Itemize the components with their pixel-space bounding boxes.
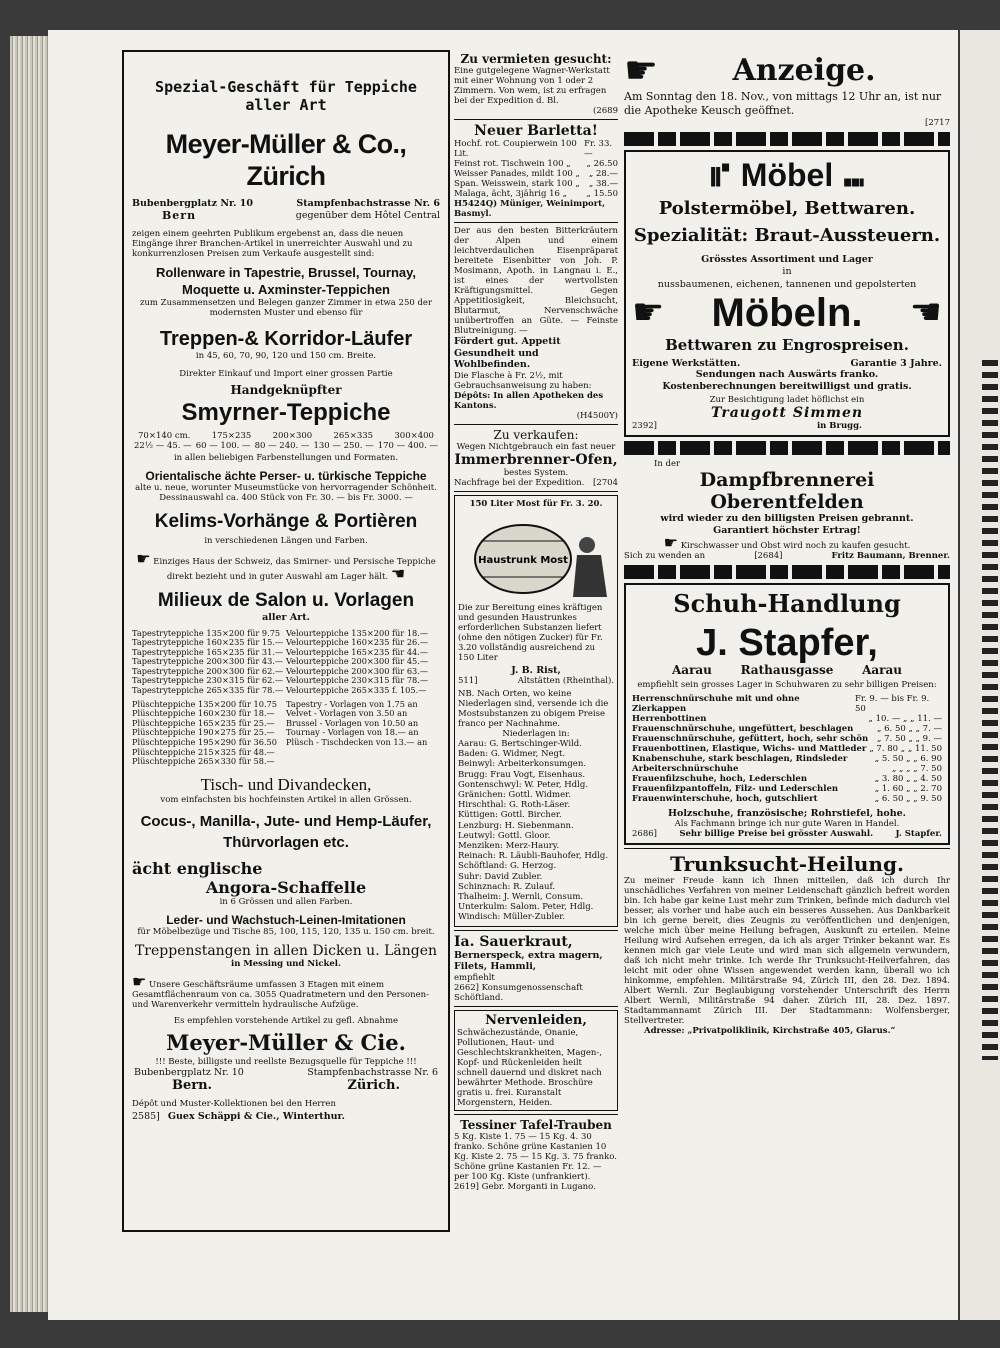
table-cell: Plüschteppiche 135×200 für 10.75 [132, 698, 277, 709]
address-row [132, 198, 440, 221]
tessiner-num: 2619] [454, 1181, 479, 1192]
orte-list [458, 739, 614, 923]
einziges: Einziges Haus der Schweiz, das Smirner- und Persische Teppiche direkt bezieht und in guter Auswahl am Lager hält. [153, 557, 436, 582]
wine-name: Feinst rot. Tischwein 100 „ [454, 159, 571, 169]
rathaus: Rathausgasse [740, 663, 834, 677]
list-item [454, 139, 618, 159]
bitter-gesund: Fördert gut. Appetit Gesundheit und Wohlbefinden. [454, 336, 561, 370]
addr-left-city: Bern [162, 208, 197, 222]
list-item: Unterkulm: Salom. Peter, Hdlg. [458, 902, 594, 913]
table-cell: Tapestry - Vorlagen von 1.75 an [286, 698, 418, 709]
schuh-price-list [632, 694, 942, 804]
anzeige-num: [2717 [925, 118, 950, 128]
list-item: Lenzburg: H. Siebenmann. [458, 820, 574, 831]
list-item: Windisch: Müller-Zubler. [458, 912, 566, 923]
table-cell: Tapestryteppiche 200×300 für 43.— [132, 656, 284, 667]
moebeln: Möbeln. [711, 290, 863, 335]
wine-name: Hochf. rot. Coupierwein 100 Lit. [454, 139, 577, 159]
anzeige-text: Am Sonntag den 18. Nov., von mittags 12 Uhr an, ist nur die Apotheke Keusch geöffnet. [624, 90, 942, 117]
shoe-name: Herrenbottinen [632, 713, 707, 724]
shoe-price: „ 6. 50 „ „ 7. — [877, 723, 942, 734]
wine-price: „ 28.— [588, 169, 618, 179]
shoe-price: „ 7. 80 „ „ 11. 50 [869, 743, 942, 754]
price-4: 130 — 250. — [313, 441, 374, 451]
tessiner-foot-row [454, 1182, 618, 1192]
wine-price: Fr. 33.— [584, 139, 613, 159]
spezial: Spezialität: Braut-Aussteuern. [633, 225, 941, 246]
wine-name: Malaga, ächt, 3jährig 16 „ [454, 189, 568, 199]
table-cell: Tournay - Vorlagen von 18.— an [286, 727, 419, 738]
dampf-num: [2684] [754, 551, 783, 561]
sauer-text: Bernerspeck, extra magern, Filets, Hammli, [454, 949, 603, 973]
list-item [632, 764, 942, 774]
list-item: Hirschthal: G. Roth-Läser. [458, 800, 571, 811]
city2-left: Bern. [172, 1078, 213, 1094]
sauer-title: Ia. Sauerkraut, [454, 933, 573, 950]
raeume: Unsere Geschäftsräume umfassen 3 Etagen mit einem Gesamtflächenraum von ca. 3055 Quadratmetern und den Personen- und Warenverkehr vermitteln hydraulische Aufzüge. [132, 979, 430, 1010]
addr-left: Bubenbergplatz Nr. 10 [132, 198, 254, 209]
holz: Holzschuhe, französische; Rohrstiefel, hohe. [668, 807, 906, 819]
schuh-foot-row [632, 829, 942, 839]
table-cell: Plüschteppiche 160×230 für 18.— [132, 708, 275, 719]
heading: Spezial-Geschäft für Teppiche aller Art [155, 78, 417, 114]
schuh-text: empfiehlt sein grosses Lager in Schuhwaren zu sehr billigen Preisen: [637, 679, 937, 690]
in-text: in [782, 265, 792, 277]
shoe-name: Frauenwinterschuhe, hoch, gutschliert [632, 793, 818, 804]
tessiner-foot: Gebr. Morganti in Lugano. [481, 1181, 596, 1192]
shoe-price: „ 1. 60 „ „ 2. 70 [874, 783, 942, 794]
list-item [632, 794, 942, 804]
list-item: Küttigen: Gottl. Bircher. [458, 810, 562, 821]
size-1: 70×140 cm. [138, 431, 191, 441]
city2-right: Zürich. [347, 1078, 400, 1094]
pointing-hand-left-icon-2: ☚ [909, 292, 942, 333]
list-item [632, 714, 942, 724]
table-cell: Velourteppiche 265×335 f. 105.— [286, 685, 427, 696]
smyrner-heading: Smyrner-Teppiche [181, 399, 391, 426]
vermieten-num: (2689 [593, 106, 618, 116]
list-item: Schöftland: G. Herzog. [458, 861, 557, 872]
aarau-row [632, 665, 942, 677]
sauer-foot: Konsumgenossenschaft Schöftland. [454, 982, 583, 1003]
list-item [632, 734, 942, 744]
price-3: 80 — 240. — [254, 441, 310, 451]
list-item [454, 159, 618, 169]
border-ornament [982, 360, 998, 1060]
most-ad [454, 495, 618, 927]
teppich-table-2 [132, 700, 440, 767]
nerven-ad [454, 1010, 618, 1111]
wine-name: Span. Weisswein, stark 100 „ [454, 179, 580, 189]
stangen-heading: Treppenstangen in allen Dicken u. Längen [134, 942, 438, 959]
size-5: 300×400 [394, 431, 434, 441]
table-cell: Plüschteppiche 265×330 für 58.— [132, 756, 275, 767]
tessiner-title: Tessiner Tafel-Trauben [460, 1117, 612, 1132]
kirsch-row [624, 533, 950, 552]
shoe-name: Frauenschnürschuhe, gefüttert, hoch, sehr schön [632, 733, 869, 744]
sich: Sich zu wenden an [624, 551, 706, 561]
price-row [132, 441, 440, 451]
table-cell: Plüschteppiche 190×275 für 25.— [132, 727, 275, 738]
bitter-depots: Dépôts: In allen Apotheken des Kantons. [454, 390, 604, 411]
table-cell: Velourteppiche 165×235 für 44.— [286, 646, 429, 657]
verkaufen-title: Zu verkaufen: [493, 427, 579, 442]
ofen-num: [2704 [593, 477, 618, 488]
shoe-name: Knabenschuhe, stark beschlagen, Rindsleder [632, 753, 848, 764]
anzeige-heading-row [624, 50, 950, 90]
moebeln-row [632, 291, 942, 336]
list-item [454, 189, 618, 199]
tisch-heading: Tisch- und Divandecken, [200, 774, 372, 794]
bitter-price: Die Flasche à Fr. 2½, mit Gebrauchsanweisung zu haben: [454, 370, 592, 391]
verkaufen-sub: Wegen Nichtgebrauch ein fast neuer [456, 441, 616, 452]
billig: Sehr billige Preise bei grösster Auswahl. [679, 829, 874, 839]
price-1: 22½ — 45. — [134, 441, 192, 451]
size-row [132, 431, 440, 441]
anzeige-title: Anzeige. [732, 52, 876, 88]
tisch-sub: vom einfachsten bis hochfeinsten Artikel in allen Grössen. [160, 794, 412, 805]
list-item [632, 744, 942, 754]
raeume-text [132, 971, 440, 1010]
treppen-heading: Treppen-& Korridor-Läufer [159, 328, 413, 350]
dessin-text: Dessinauswahl ca. 400 Stück von Fr. 30. — bis Fr. 3000. — [159, 493, 413, 503]
moebel-ad [624, 150, 950, 437]
table-cell: Plüschteppiche 215×325 für 48.— [132, 746, 275, 757]
trunk-title: Trunksucht-Heilung. [670, 852, 904, 876]
shoe-name: Herrenschnürschuhe mit und ohne Zierkappen [632, 693, 800, 714]
sofa-icon: ⑉ [844, 156, 864, 194]
dampf-title: Dampfbrennerei Oberentfelden [699, 469, 875, 513]
barletta-foot: H5424Q) Müniger, Weinimport, Basmyl. [454, 199, 606, 219]
middle-column [452, 50, 620, 1240]
size-4: 265×335 [333, 431, 374, 441]
chair-icon: ⑈ [710, 156, 730, 194]
addr2-right: Stampfenbachstrasse Nr. 6 [307, 1066, 438, 1078]
direkt-text: Direkter Einkauf und Import einer grossen Partie [179, 369, 393, 379]
guex-row [132, 1111, 440, 1123]
list-item [632, 784, 942, 794]
right-column [622, 50, 952, 1240]
shoe-name: Arbeiterschnürschuhe [632, 763, 739, 774]
list-item: Gränichen: Gottl. Widmer. [458, 790, 571, 801]
baumann-row [624, 551, 950, 561]
list-item [632, 694, 942, 714]
list-item: Brugg: Frau Vogt, Eisenhaus. [458, 769, 586, 780]
pointing-hand-icon-3: ☛ [624, 50, 659, 92]
aecht-heading: ächt englische [132, 858, 263, 878]
orient-heading: Orientalische ächte Perser- u. türkische Teppiche [145, 469, 427, 483]
most-title: 150 Liter Most für Fr. 3. 20. [469, 498, 603, 509]
kelims-sub: in verschiedenen Längen und Farben. [204, 536, 368, 546]
table-cell: Velvet - Vorlagen von 3.50 an [286, 708, 408, 719]
besichtigung: Zur Besichtigung ladet höflichst ein [709, 395, 865, 405]
addr-right-sub: gegenüber dem Hôtel Central [295, 209, 440, 221]
table-cell: Tapestryteppiche 230×315 für 62.— [132, 675, 284, 686]
empfehlen-text: Es empfehlen vorstehende Artikel zu gefl. Abnahme [173, 1015, 399, 1026]
nerven-title: Nervenleiden, [485, 1012, 587, 1028]
vermieten-title: Zu vermieten gesucht: [460, 52, 612, 66]
pointing-hand-icon-5: ☛ [663, 533, 678, 552]
trunk-adresse: Adresse: „Privatpoliklinik, Kirchstraße 405, Glarus.“ [644, 1026, 896, 1036]
shoe-name: Frauenfilzschuhe, hoch, Lederschlen [632, 773, 807, 784]
dampf-gar: Garantiert höchster Ertrag! [713, 524, 861, 536]
shoe-price: „ „ „ „ 7. 50 [891, 763, 942, 774]
pointing-hand-icon-2: ☛ [132, 971, 147, 991]
table-cell: Plüschteppiche 165×235 für 25.— [132, 717, 275, 728]
vermieten-text: Eine gutgelegene Wagner-Werkstatt mit einer Wohnung von 1 oder 2 Zimmern. Von wem, ist zu erfragen bei der Expedition d. Bl. [454, 66, 610, 106]
moebel-title [632, 156, 942, 194]
kirsch: Kirschwasser und Obst wird noch zu kaufen gesucht. [680, 541, 911, 551]
price-5: 170 — 400. — [377, 441, 438, 451]
treppen-sub: in 45, 60, 70, 90, 120 und 150 cm. Breite. [195, 351, 377, 361]
ofen-foot: Nachfrage bei der Expedition. [454, 477, 585, 488]
milieux-sub: aller Art. [262, 612, 310, 623]
schuh-sig: J. Stapfer. [895, 829, 942, 839]
leder-sub: für Möbelbezüge und Tische 85, 100, 115, 120, 135 u. 150 cm. breit. [137, 926, 435, 937]
nb-text: NB. Nach Orten, wo keine Niederlagen sind, versende ich die Mostsubstanzen zu obigem Preise franco per Nachnahme. [458, 689, 609, 729]
stapfer-name: J. Stapfer, [696, 622, 878, 664]
groesstes: Grösstes Assortiment und Lager [701, 254, 873, 265]
decorative-bar-2 [624, 441, 950, 455]
fachmann: Als Fachmann bringe ich nur gute Waren in Handel. [674, 819, 900, 829]
table-cell: Plüschteppiche 195×290 für 36.50 [132, 737, 277, 748]
depot-text: Dépôt und Muster-Kollektionen bei den Herren [132, 1099, 336, 1110]
list-item: Beinwyl: Arbeiterkonsumgen. [458, 759, 587, 770]
table-cell: Plüsch - Tischdecken von 13.— an [286, 737, 428, 748]
most-text: Die zur Bereitung eines kräftigen und gesunden Haustrunkes erforderlichen Substanzen liefert (ohne den nötigen Zucker) für Fr. 3.20 vollständig ausreichend zu 150 Liter [458, 602, 603, 663]
baumann: Fritz Baumann, Brenner. [831, 551, 950, 561]
addr-right: Stampfenbachstrasse Nr. 6 [296, 198, 440, 209]
list-item [632, 724, 942, 734]
list-item: Baden: G. Widmer, Negt. [458, 749, 566, 760]
sauer-foot-row [454, 983, 618, 1003]
table-cell: Velourteppiche 160×235 für 26.— [286, 637, 429, 648]
list-item [454, 179, 618, 189]
address-row-2 [132, 1067, 440, 1079]
table-cell: Tapestryteppiche 165×235 für 31.— [132, 646, 284, 657]
wine-name: Weisser Panades, mildt 100 „ [454, 169, 580, 179]
angora-sub: in 6 Grössen und allen Farben. [219, 896, 353, 907]
eigene-row [632, 358, 942, 370]
list-item [454, 169, 618, 179]
table-cell: Velourteppiche 200×300 für 45.— [286, 656, 429, 667]
teppich-table-1 [132, 629, 440, 696]
nussbaum: nussbaumenen, eichenen, tannenen und gepolsterten [657, 279, 917, 290]
list-item [632, 754, 942, 764]
sendungen: Sendungen nach Auswärts franko. [695, 369, 879, 380]
wine-price: „ 15.50 [586, 189, 618, 199]
rist-city: Altstätten (Rheinthal). [517, 676, 614, 686]
table-cell: Tapestryteppiche 265×335 für 78.— [132, 685, 284, 696]
trunk-text: Zu meiner Freude kann ich Ihnen mitteilen, daß ich durch Ihr unschädliches Verfahren von meiner Leidenschaft gänzlich befreit worden bin. Ich habe gar keine Lust mehr zum Trinken, befinde mich dadurch viel besser, als vorher und habe auch ein besseres Aussehen. Aus Dankbarkeit bin ich gerne bereit, dies Zeugnis zu veröffentlichen und denjenigen, welche mich über meine Heilung befragen, Auskunft zu erteilen. Meine Heilung wird Aufsehen erregen, da ich als arger Trinker bekannt war. Es kennen mich gar viele Leute und wird man sich allgemein verwundern, daß ich nicht mehr trinke. Ich werde Ihr Trunksucht-Heilverfahren, das leicht mit oder ohne Wissen angewendet werden kann, überall wo ich hinkomme, empfehlen. Militärstraße 94, Zürich III, den 28. Dez. 1894. Albert Wernli. Zur Beglaubigung vorstehender Unterschrift des Herrn Albert Wernli, Militärstraße 94 daher. Zürich III, 28. Dez. 1897. Stadtammannamt Zürich III. Der Stadtammann: Wolfensberger, Stellvertreter. [624, 876, 950, 1026]
simmen: Traugott Simmen [710, 405, 864, 421]
nieder-heading: Niederlagen in: [502, 729, 570, 739]
farben-text: in allen beliebigen Farbenstellungen und Formaten. [173, 453, 399, 463]
ad-number: 2585] [132, 1111, 160, 1123]
list-item: Gontenschwyl: W. Peter, Hdlg. [458, 779, 588, 790]
size-3: 200×300 [272, 431, 313, 441]
schuh-title: Schuh-Handlung [673, 589, 901, 618]
orient-sub: alte u. neue, worunter Museumstücke von hervorragender Schönheit. [135, 483, 437, 493]
rist: J. B. Rist, [511, 664, 561, 676]
aarau-2: Aarau [862, 663, 902, 677]
table-cell: Tapestryteppiche 135×200 für 9.75 [132, 627, 281, 638]
rollenware-sub: zum Zusammensetzen und Belegen ganzer Zimmer in etwa 250 der modernsten Muster und ebenso für [139, 298, 433, 318]
nerven-text: Schwächezustände, Onanie, Pollutionen, Haut- und Geschlechtskrankheiten, Magen-, Kopf- und Rückenleiden heilt schnell dauernd und diskret nach bewährter Methode. Broschüre gratis u. frei. Kuranstalt Morgenstern, Heiden. [457, 1027, 602, 1108]
shoe-name: Frauenschnürschuhe, ungefüttert, beschlagen [632, 723, 854, 734]
list-item: Schinznach: R. Zulauf. [458, 881, 556, 892]
aarau-1: Aarau [672, 663, 712, 677]
table-cell: Tapestryteppiche 200×300 für 62.— [132, 665, 284, 676]
kosten: Kostenberechnungen bereitwilligst und gratis. [662, 380, 912, 392]
table-cell [286, 757, 440, 767]
moebel: Möbel [740, 157, 834, 193]
simmen-num: 2392] [632, 421, 657, 431]
barletta-list [454, 139, 618, 199]
barletta-title: Neuer Barletta! [474, 123, 598, 139]
pointing-hand-icon-4: ☛ [632, 292, 665, 333]
brugg: in Brugg. [816, 421, 862, 431]
shoe-price: „ 3. 80 „ „ 4. 50 [874, 773, 942, 784]
rist-num: 511] [458, 676, 478, 686]
polster: Polstermöbel, Bettwaren. [658, 198, 916, 219]
bitter-text: Der aus den besten Bitterkräutern der Alpen und einem leichtverdaulichen Eisenpräparat bereitete Eisenbitter von Joh. P. Mosimann, Apoth. in Langnau i. E., ist eines der wertvollsten Kräftigungsmittel. Gegen Appetitlosigkeit, Bleichsucht, Blutarmut, Nervenschwäche unübertroffen an Güte. — Feinste Blutreinigung. — [454, 226, 618, 336]
angora-heading: Angora-Schaffelle [205, 877, 367, 897]
list-item [632, 774, 942, 784]
tessiner-text: 5 Kg. Kiste 1. 75 — 15 Kg. 4. 30 franko. Schöne grüne Kastanien 10 Kg. Kiste 2. 75 — 15 Kg. 3. 75 franko. Schöne grüne Kastanien Fr. 12. — per 100 Kg. Kiste (unfrankiert). [454, 1131, 617, 1182]
firm-name-2: Meyer-Müller & Cie. [166, 1029, 406, 1055]
schuh-num: 2686] [632, 829, 657, 839]
firm-name: Meyer-Müller & Co., Zürich [165, 129, 407, 191]
stapfer-ad [624, 583, 950, 845]
in-der: In der [654, 459, 681, 469]
shoe-price: Fr. 9. — bis Fr. 9. 50 [854, 693, 930, 714]
list-item: Suhr: David Zubler. [458, 871, 543, 882]
einziges-text [132, 549, 440, 583]
ofen-foot-row [454, 478, 618, 488]
meyer-mueller-ad [122, 50, 450, 1232]
table-cell: Brussel - Vorlagen von 10.50 an [286, 717, 419, 728]
barrel-illustration [461, 511, 611, 601]
cocus-heading: Cocus-, Manilla-, Jute- und Hemp-Läufer, Thürvorlagen etc. [140, 812, 432, 851]
shoe-price: „ 6. 50 „ „ 9. 50 [874, 793, 942, 804]
shoe-name: Frauenbottinen, Elastique, Wichs- und Mattleder [632, 743, 867, 754]
eigene: Eigene Werkstätten. [632, 357, 741, 369]
table-cell [286, 748, 440, 758]
garantie: Garantie 3 Jahre. [850, 357, 942, 369]
shoe-price: „ 7. 50 „ „ 9. — [877, 733, 942, 744]
list-item: Reinach: R. Läubli-Bauhofer, Hdlg. [458, 851, 609, 862]
wine-price: „ 38.— [588, 179, 618, 189]
intro-text: zeigen einem geehrten Publikum ergebenst an, dass die neuen Eingänge ihrer Branchen-Artikel in unerreichter Auswahl und zu konkurrenzlosen Preisen zum Verkaufe ausgestellt sind: [132, 229, 413, 259]
table-cell: Velourteppiche 200×300 für 63.— [286, 665, 429, 676]
table-cell: Velourteppiche 230×315 für 78.— [286, 675, 429, 686]
decorative-bar-1 [624, 132, 950, 146]
pointing-hand-icon: ☛ [136, 549, 151, 568]
rist-row [458, 676, 614, 686]
price-2: 60 — 100. — [195, 441, 251, 451]
size-2: 175×235 [211, 431, 252, 441]
beste-text: !!! Beste, billigste und reellste Bezugsquelle für Teppiche !!! [155, 1056, 417, 1067]
list-item: Leutwyl: Gottl. Gloor. [458, 830, 551, 841]
list-item: Menziken: Merz-Haury. [458, 841, 560, 852]
table-cell: Tapestryteppiche 160×235 für 15.— [132, 637, 284, 648]
list-item: Aarau: G. Bertschinger-Wild. [458, 739, 582, 749]
kelims-heading: Kelims-Vorhänge & Portièren [154, 511, 418, 532]
stangen-sub: in Messing und Nickel. [231, 958, 341, 969]
city-row [132, 1078, 440, 1093]
shoe-price: „ 5. 50 „ „ 6. 90 [874, 753, 942, 764]
ofen-heading: Immerbrenner-Ofen, [454, 451, 618, 468]
pointing-hand-left-icon: ☚ [390, 564, 406, 583]
addr2-left: Bubenbergplatz Nr. 10 [134, 1066, 244, 1078]
sauer-num: 2662] [454, 982, 479, 993]
dampf-sub: wird wieder zu den billigsten Preisen gebrannt. [660, 513, 914, 524]
table-cell: Velourteppiche 135×200 für 18.— [286, 627, 429, 638]
leder-heading: Leder- und Wachstuch-Leinen-Imitationen [166, 912, 406, 927]
sauer-emp: empfiehlt [454, 972, 495, 983]
shoe-price: „ 10. — „ „ 11. — [868, 713, 942, 724]
wine-price: „ 26.50 [586, 159, 618, 169]
ofen-sub: bestes System. [503, 467, 569, 478]
rollenware: Rollenware in Tapestrie, Brussel, Tournay, Moquette u. Axminster-Teppichen [155, 265, 417, 297]
milieux-heading: Milieux de Salon u. Vorlagen [157, 590, 415, 611]
bettwaren: Bettwaren zu Engrospreisen. [665, 335, 909, 354]
list-item: Thalheim: J. Wernli, Consum. [458, 892, 584, 903]
simmen-row [632, 421, 942, 431]
shoe-name: Frauenfilzpantoffeln, Filz- und Lederschlen [632, 783, 839, 794]
barrel-label: Haustrunk Most [478, 554, 568, 566]
bitter-num: (H4500Y) [576, 410, 618, 421]
book-binding [10, 36, 50, 1312]
decorative-bar-3 [624, 565, 950, 579]
guex: Guex Schäppi & Cie., Winterthur. [167, 1111, 345, 1123]
handgek: Handgeknüpfter [230, 383, 342, 397]
